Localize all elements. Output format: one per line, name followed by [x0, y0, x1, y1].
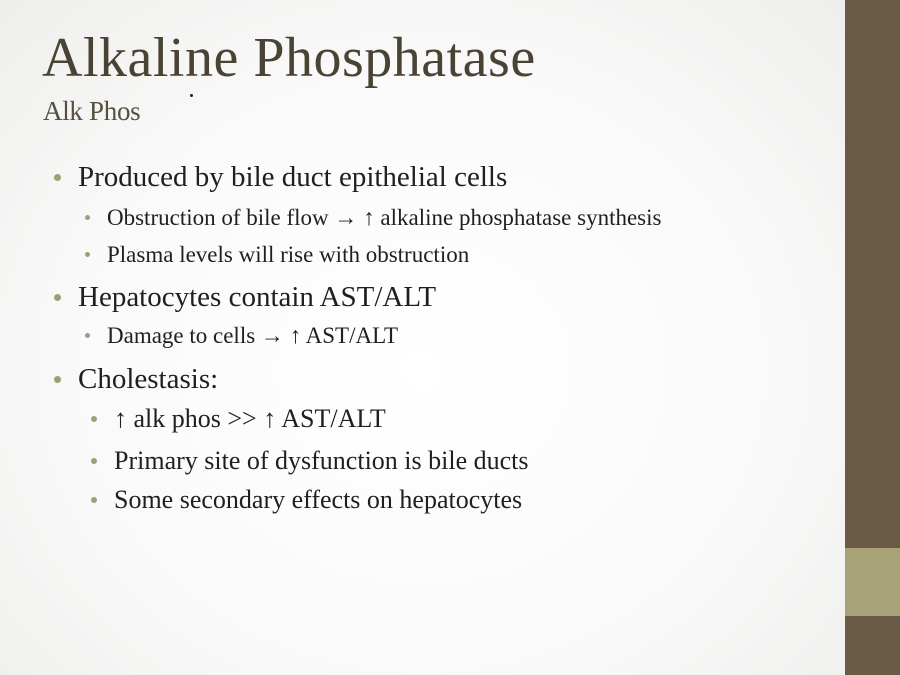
bullet-text: Some secondary effects on hepatocytes — [114, 485, 523, 514]
bullet-text: ↑ alk phos >> ↑ AST/ALT — [114, 404, 386, 433]
slide-subtitle: Alk Phos — [43, 96, 141, 126]
bullet-dot-icon — [54, 376, 61, 383]
bullet-level2 — [114, 448, 529, 474]
bullet-dot-icon — [85, 215, 90, 220]
bullet-dot-icon — [85, 252, 90, 257]
bullet-text: Plasma levels will rise with obstruction — [107, 242, 470, 267]
sidebar-accent-block — [845, 548, 900, 616]
bullet-level1 — [78, 283, 436, 312]
bullet-dot-icon — [54, 294, 61, 301]
bullet-text: Produced by bile duct epithelial cells — [78, 161, 508, 193]
slide-title: Alkaline Phosphatase — [42, 27, 536, 89]
bullet-dot-icon — [85, 333, 90, 338]
bullet-dot-icon — [54, 174, 61, 181]
bullet-level2 — [107, 324, 398, 347]
bullet-text: Primary site of dysfunction is bile ducts — [114, 446, 529, 475]
bullet-level1 — [78, 163, 507, 192]
bullet-text: Cholestasis: — [78, 363, 219, 395]
bullet-level2 — [114, 406, 386, 432]
bullet-text: Obstruction of bile flow → ↑ alkaline phosphatase synthesis — [107, 205, 662, 230]
stray-mark — [190, 94, 193, 97]
bullet-level2 — [114, 487, 522, 513]
bullet-dot-icon — [91, 497, 97, 503]
bullet-text: Hepatocytes contain AST/ALT — [78, 281, 437, 313]
bullet-level2 — [107, 243, 469, 266]
bullet-level1 — [78, 365, 218, 394]
bullet-text: Damage to cells → ↑ AST/ALT — [107, 323, 399, 348]
bullet-dot-icon — [91, 458, 97, 464]
bullet-dot-icon — [91, 416, 97, 422]
bullet-level2 — [107, 206, 661, 229]
